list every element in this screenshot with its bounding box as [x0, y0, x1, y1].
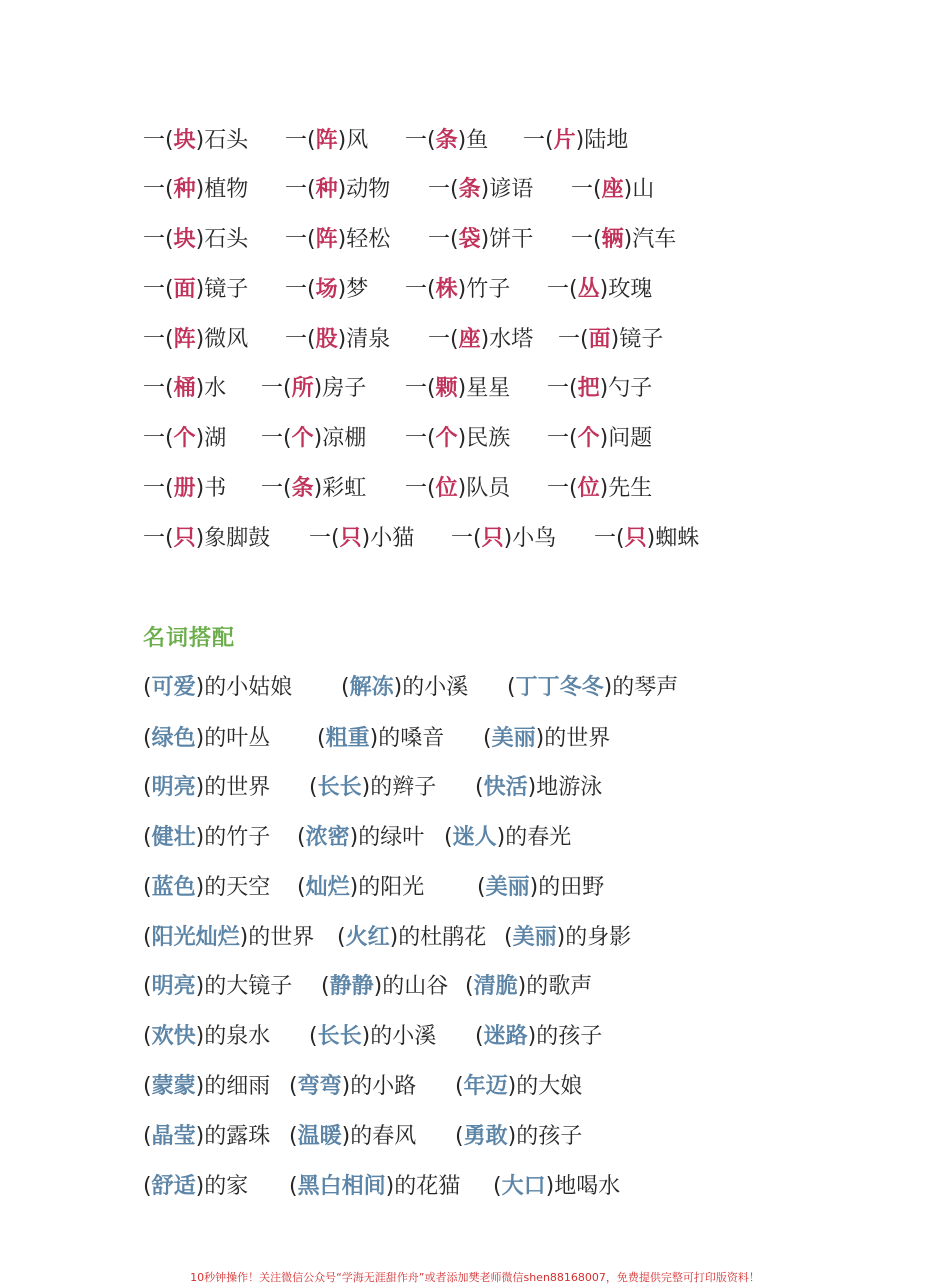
highlight-word: 阵 — [315, 227, 338, 252]
phrase-prefix: 一( — [143, 426, 174, 451]
phrase — [143, 768, 270, 808]
phrase — [285, 320, 390, 360]
phrase-suffix: )汽车 — [623, 227, 677, 252]
highlight-word: 晶莹 — [151, 1124, 196, 1149]
phrase — [465, 967, 592, 1007]
phrase-prefix: 一( — [547, 426, 578, 451]
phrase-suffix: )鱼 — [457, 128, 489, 153]
phrase-suffix: )队员 — [457, 476, 511, 501]
phrase — [143, 220, 248, 260]
phrase — [475, 768, 602, 808]
highlight-word: 种 — [173, 177, 196, 202]
phrase-suffix: )的绿叶 — [349, 825, 425, 850]
phrase-prefix: 一( — [451, 526, 482, 551]
highlight-word: 个 — [173, 426, 196, 451]
phrase — [261, 419, 366, 459]
highlight-word: 种 — [315, 177, 338, 202]
phrase-prefix: 一( — [547, 376, 578, 401]
phrase-suffix: )蜘蛛 — [646, 526, 700, 551]
phrase-prefix: 一( — [285, 177, 316, 202]
phrase — [547, 469, 652, 509]
highlight-word: 位 — [435, 476, 458, 501]
phrase — [428, 320, 533, 360]
phrase-prefix: 一( — [143, 526, 174, 551]
phrase-suffix: )的辫子 — [361, 775, 437, 800]
phrase-prefix: ( — [309, 775, 318, 800]
highlight-word: 座 — [601, 177, 624, 202]
phrase — [143, 967, 292, 1007]
phrase-suffix: )的家 — [195, 1174, 249, 1199]
phrase-suffix: )的露珠 — [195, 1124, 271, 1149]
phrase — [523, 121, 628, 161]
phrase-suffix: )的细雨 — [195, 1074, 271, 1099]
phrase-prefix: ( — [143, 825, 152, 850]
phrase-suffix: )书 — [195, 476, 227, 501]
phrase-prefix: ( — [507, 675, 516, 700]
phrase — [309, 519, 414, 559]
phrase-suffix: )勺子 — [599, 376, 653, 401]
phrase — [405, 419, 510, 459]
phrase-prefix: ( — [317, 726, 326, 751]
phrase — [309, 768, 436, 808]
highlight-word: 明亮 — [151, 775, 196, 800]
highlight-word: 美丽 — [485, 875, 530, 900]
highlight-word: 丁丁冬冬 — [515, 675, 604, 700]
phrase-prefix: ( — [297, 875, 306, 900]
phrase — [493, 1167, 620, 1207]
phrase — [547, 270, 652, 310]
phrase — [483, 719, 610, 759]
phrase-suffix: )星星 — [457, 376, 511, 401]
phrase — [547, 369, 652, 409]
phrase-prefix: 一( — [428, 227, 459, 252]
phrase-prefix: ( — [455, 1074, 464, 1099]
phrase-suffix: )谚语 — [480, 177, 534, 202]
phrase-suffix: )的小姑娘 — [195, 675, 293, 700]
phrase-suffix: )房子 — [313, 376, 367, 401]
phrase-prefix: ( — [455, 1124, 464, 1149]
phrase-suffix: )的嗓音 — [369, 726, 445, 751]
phrase-suffix: )的身影 — [556, 925, 632, 950]
phrase-prefix: 一( — [405, 277, 436, 302]
phrase-prefix: ( — [477, 875, 486, 900]
highlight-word: 可爱 — [151, 675, 196, 700]
phrase-prefix: 一( — [285, 128, 316, 153]
phrase-suffix: )轻松 — [337, 227, 391, 252]
phrase-suffix: )的世界 — [535, 726, 611, 751]
highlight-word: 桶 — [173, 376, 196, 401]
highlight-word: 美丽 — [491, 726, 536, 751]
phrase-prefix: ( — [143, 974, 152, 999]
highlight-word: 辆 — [601, 227, 624, 252]
phrase-prefix: ( — [321, 974, 330, 999]
highlight-word: 条 — [435, 128, 458, 153]
phrase-suffix: )的山谷 — [373, 974, 449, 999]
highlight-word: 健壮 — [151, 825, 196, 850]
phrase — [475, 1017, 602, 1057]
phrase-prefix: 一( — [285, 327, 316, 352]
phrase-prefix: ( — [289, 1074, 298, 1099]
phrase — [405, 270, 510, 310]
phrase-suffix: )的竹子 — [195, 825, 271, 850]
phrase-prefix: 一( — [309, 526, 340, 551]
phrase-suffix: )植物 — [195, 177, 249, 202]
phrase — [143, 719, 270, 759]
highlight-word: 阵 — [173, 327, 196, 352]
highlight-word: 条 — [291, 476, 314, 501]
highlight-word: 浓密 — [305, 825, 350, 850]
phrase-prefix: 一( — [285, 227, 316, 252]
highlight-word: 块 — [173, 128, 196, 153]
highlight-word: 只 — [481, 526, 504, 551]
phrase — [571, 220, 676, 260]
highlight-word: 颗 — [435, 376, 458, 401]
highlight-word: 册 — [173, 476, 196, 501]
phrase-prefix: 一( — [143, 177, 174, 202]
highlight-word: 只 — [173, 526, 196, 551]
highlight-word: 美丽 — [512, 925, 557, 950]
phrase-suffix: )饼干 — [480, 227, 534, 252]
phrase-suffix: )先生 — [599, 476, 653, 501]
phrase-prefix: ( — [465, 974, 474, 999]
phrase — [143, 419, 226, 459]
phrase-suffix: )小鸟 — [503, 526, 557, 551]
highlight-word: 把 — [577, 376, 600, 401]
phrase — [143, 1017, 270, 1057]
phrase-suffix: )彩虹 — [313, 476, 367, 501]
phrase-suffix: )的泉水 — [195, 1024, 271, 1049]
highlight-word: 蒙蒙 — [151, 1074, 196, 1099]
phrase-prefix: 一( — [143, 476, 174, 501]
phrase-prefix: 一( — [571, 227, 602, 252]
phrase-prefix: ( — [341, 675, 350, 700]
phrase-prefix: ( — [483, 726, 492, 751]
highlight-word: 迷人 — [452, 825, 497, 850]
phrase — [289, 1117, 416, 1157]
phrase-prefix: ( — [143, 726, 152, 751]
phrase — [143, 1067, 270, 1107]
phrase-suffix: )的孩子 — [507, 1124, 583, 1149]
highlight-word: 年迈 — [463, 1074, 508, 1099]
highlight-word: 只 — [624, 526, 647, 551]
phrase-prefix: ( — [475, 775, 484, 800]
highlight-word: 阳光灿烂 — [151, 925, 240, 950]
phrase-suffix: )的大镜子 — [195, 974, 293, 999]
phrase — [321, 967, 448, 1007]
phrase-suffix: )的孩子 — [527, 1024, 603, 1049]
highlight-word: 欢快 — [151, 1024, 196, 1049]
phrase-suffix: )竹子 — [457, 277, 511, 302]
phrase-suffix: )的大娘 — [507, 1074, 583, 1099]
highlight-word: 面 — [173, 277, 196, 302]
phrase-prefix: 一( — [261, 376, 292, 401]
phrase-suffix: )梦 — [337, 277, 369, 302]
phrase — [297, 818, 424, 858]
highlight-word: 绿色 — [151, 726, 196, 751]
highlight-word: 灿烂 — [305, 875, 350, 900]
phrase — [405, 121, 488, 161]
highlight-word: 粗重 — [325, 726, 370, 751]
highlight-word: 场 — [315, 277, 338, 302]
phrase-prefix: ( — [143, 1074, 152, 1099]
phrase-prefix: 一( — [594, 526, 625, 551]
phrase-suffix: )的歌声 — [517, 974, 593, 999]
highlight-word: 清脆 — [473, 974, 518, 999]
highlight-word: 条 — [458, 177, 481, 202]
phrase-prefix: ( — [504, 925, 513, 950]
highlight-word: 勇敢 — [463, 1124, 508, 1149]
phrase-suffix: )象脚鼓 — [195, 526, 271, 551]
highlight-word: 丛 — [577, 277, 600, 302]
phrase-suffix: )的叶丛 — [195, 726, 271, 751]
highlight-word: 所 — [291, 376, 314, 401]
phrase — [317, 719, 444, 759]
phrase-suffix: )的天空 — [195, 875, 271, 900]
phrase-suffix: )镜子 — [610, 327, 664, 352]
phrase-prefix: ( — [289, 1174, 298, 1199]
phrase-prefix: 一( — [405, 128, 436, 153]
phrase-prefix: 一( — [143, 227, 174, 252]
highlight-word: 火红 — [345, 925, 390, 950]
phrase-suffix: )陆地 — [575, 128, 629, 153]
phrase — [143, 320, 248, 360]
highlight-word: 大口 — [501, 1174, 546, 1199]
phrase-prefix: 一( — [143, 327, 174, 352]
phrase — [143, 868, 270, 908]
phrase-prefix: ( — [143, 875, 152, 900]
phrase-prefix: 一( — [405, 376, 436, 401]
phrase-suffix: )的世界 — [239, 925, 315, 950]
phrase-suffix: )镜子 — [195, 277, 249, 302]
phrase-prefix: ( — [493, 1174, 502, 1199]
phrase-prefix: 一( — [261, 426, 292, 451]
phrase-prefix: ( — [297, 825, 306, 850]
highlight-word: 位 — [577, 476, 600, 501]
phrase — [594, 519, 699, 559]
phrase — [261, 469, 366, 509]
phrase — [143, 918, 314, 958]
phrase — [261, 369, 366, 409]
phrase — [143, 270, 248, 310]
phrase — [455, 1117, 582, 1157]
highlight-word: 弯弯 — [297, 1074, 342, 1099]
highlight-word: 蓝色 — [151, 875, 196, 900]
phrase-prefix: ( — [475, 1024, 484, 1049]
phrase-suffix: )的小溪 — [361, 1024, 437, 1049]
highlight-word: 座 — [458, 327, 481, 352]
phrase-suffix: )民族 — [457, 426, 511, 451]
phrase-prefix: 一( — [285, 277, 316, 302]
phrase — [143, 668, 292, 708]
phrase-suffix: )地游泳 — [527, 775, 603, 800]
highlight-word: 解冻 — [349, 675, 394, 700]
phrase-prefix: 一( — [405, 476, 436, 501]
phrase-prefix: 一( — [428, 327, 459, 352]
phrase-prefix: 一( — [571, 177, 602, 202]
phrase — [507, 668, 678, 708]
phrase — [285, 121, 368, 161]
phrase — [309, 1017, 436, 1057]
phrase-suffix: )的春风 — [341, 1124, 417, 1149]
highlight-word: 阵 — [315, 128, 338, 153]
phrase — [504, 918, 631, 958]
phrase-suffix: )凉棚 — [313, 426, 367, 451]
phrase — [547, 419, 652, 459]
phrase — [558, 320, 663, 360]
phrase — [289, 1167, 460, 1207]
phrase-suffix: )微风 — [195, 327, 249, 352]
highlight-word: 袋 — [458, 227, 481, 252]
phrase — [405, 369, 510, 409]
phrase-prefix: ( — [143, 775, 152, 800]
highlight-word: 个 — [291, 426, 314, 451]
highlight-word: 静静 — [329, 974, 374, 999]
highlight-word: 长长 — [317, 775, 362, 800]
phrase — [451, 519, 556, 559]
highlight-word: 股 — [315, 327, 338, 352]
highlight-word: 个 — [435, 426, 458, 451]
phrase — [285, 220, 390, 260]
phrase — [143, 1167, 248, 1207]
phrase — [428, 170, 533, 210]
phrase — [285, 270, 368, 310]
phrase — [297, 868, 424, 908]
phrase — [143, 121, 248, 161]
highlight-word: 面 — [588, 327, 611, 352]
phrase-prefix: ( — [143, 1174, 152, 1199]
highlight-word: 个 — [577, 426, 600, 451]
highlight-word: 舒适 — [151, 1174, 196, 1199]
phrase-suffix: )动物 — [337, 177, 391, 202]
phrase-suffix: )石头 — [195, 128, 249, 153]
phrase-suffix: )石头 — [195, 227, 249, 252]
highlight-word: 株 — [435, 277, 458, 302]
phrase-prefix: 一( — [143, 128, 174, 153]
phrase-suffix: )山 — [623, 177, 655, 202]
phrase-suffix: )的小溪 — [393, 675, 469, 700]
phrase-suffix: )小猫 — [361, 526, 415, 551]
phrase-suffix: )的小路 — [341, 1074, 417, 1099]
section-title: 名词搭配 — [143, 626, 236, 651]
phrase — [143, 369, 226, 409]
phrase-suffix: )水塔 — [480, 327, 534, 352]
phrase — [444, 818, 571, 858]
phrase-prefix: ( — [337, 925, 346, 950]
phrase-prefix: 一( — [523, 128, 554, 153]
highlight-word: 块 — [173, 227, 196, 252]
highlight-word: 片 — [553, 128, 576, 153]
highlight-word: 只 — [339, 526, 362, 551]
phrase-suffix: )的田野 — [529, 875, 605, 900]
phrase-prefix: ( — [143, 925, 152, 950]
phrase-suffix: )地喝水 — [545, 1174, 621, 1199]
phrase-prefix: ( — [309, 1024, 318, 1049]
phrase-prefix: 一( — [143, 277, 174, 302]
phrase — [289, 1067, 416, 1107]
phrase-prefix: ( — [289, 1124, 298, 1149]
phrase-suffix: )的杜鹃花 — [389, 925, 487, 950]
highlight-word: 快活 — [483, 775, 528, 800]
phrase-suffix: )清泉 — [337, 327, 391, 352]
phrase — [571, 170, 654, 210]
phrase — [341, 668, 468, 708]
phrase-suffix: )湖 — [195, 426, 227, 451]
phrase — [428, 220, 533, 260]
phrase-prefix: ( — [143, 675, 152, 700]
phrase — [477, 868, 604, 908]
phrase-prefix: 一( — [405, 426, 436, 451]
highlight-word: 温暖 — [297, 1124, 342, 1149]
phrase-suffix: )的琴声 — [603, 675, 679, 700]
phrase-prefix: ( — [143, 1024, 152, 1049]
phrase — [285, 170, 390, 210]
phrase-prefix: 一( — [428, 177, 459, 202]
phrase-suffix: )的春光 — [496, 825, 572, 850]
highlight-word: 黑白相间 — [297, 1174, 386, 1199]
phrase-prefix: 一( — [143, 376, 174, 401]
phrase-suffix: )风 — [337, 128, 369, 153]
phrase-suffix: )的花猫 — [385, 1174, 461, 1199]
phrase — [455, 1067, 582, 1107]
phrase — [143, 1117, 270, 1157]
phrase-prefix: ( — [143, 1124, 152, 1149]
phrase-suffix: )问题 — [599, 426, 653, 451]
highlight-word: 明亮 — [151, 974, 196, 999]
phrase-prefix: ( — [444, 825, 453, 850]
phrase-suffix: )的世界 — [195, 775, 271, 800]
phrase-suffix: )玫瑰 — [599, 277, 653, 302]
highlight-word: 迷路 — [483, 1024, 528, 1049]
phrase-prefix: 一( — [547, 277, 578, 302]
phrase-prefix: 一( — [558, 327, 589, 352]
highlight-word: 长长 — [317, 1024, 362, 1049]
phrase — [337, 918, 486, 958]
phrase — [143, 818, 270, 858]
phrase-suffix: )的阳光 — [349, 875, 425, 900]
phrase-prefix: 一( — [261, 476, 292, 501]
phrase-prefix: 一( — [547, 476, 578, 501]
phrase — [143, 170, 248, 210]
phrase — [143, 469, 226, 509]
phrase — [405, 469, 510, 509]
phrase — [143, 519, 270, 559]
promo-footer: 10秒钟操作！关注微信公众号“学海无涯甜作舟”或者添加樊老师微信shen88168007，免费提供完整可打印版资料！ — [190, 1271, 760, 1284]
phrase-suffix: )水 — [195, 376, 227, 401]
